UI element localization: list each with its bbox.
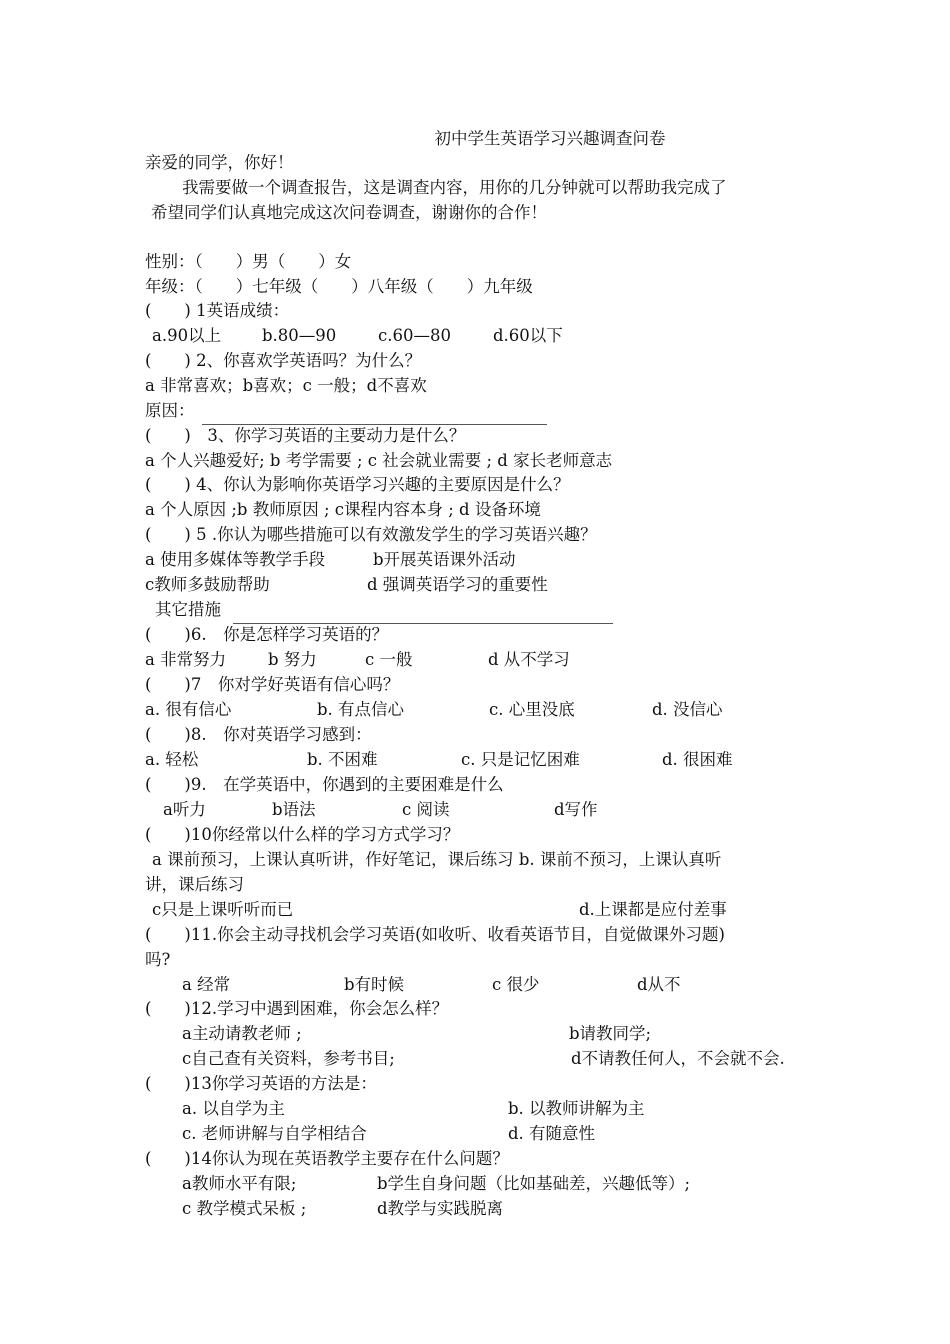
option-ab-line-2: 讲，课后练习	[145, 875, 244, 894]
intro-text-1: 我需要做一个调查报告，这是调查内容，用你的几分钟就可以帮助我完成了	[182, 178, 727, 197]
option-d: d从不	[637, 975, 681, 994]
question-4[interactable]	[145, 472, 825, 497]
question-12-options-cd	[145, 1046, 825, 1071]
question-2[interactable]	[145, 348, 825, 373]
question-stem[interactable]: ( )14你认为现在英语教学主要存在什么问题？	[145, 1149, 509, 1168]
question-stem[interactable]: ( )10你经常以什么样的学习方式学习？	[145, 825, 460, 844]
option-d: d不请教任何人，不会就不会.	[571, 1049, 785, 1068]
question-4-options	[145, 497, 825, 522]
intro-row-1	[145, 175, 825, 200]
option-b: b学生自身问题（比如基础差，兴趣低等）;	[377, 1174, 691, 1193]
option-a: a.90以上	[152, 326, 222, 345]
question-9[interactable]	[145, 772, 825, 797]
question-6-options	[145, 647, 825, 672]
question-5[interactable]	[145, 522, 825, 547]
greeting-row	[145, 150, 825, 175]
other-measures-label: 其它措施	[155, 600, 221, 619]
option-a: a. 以自学为主	[182, 1099, 285, 1118]
question-10-options-ab-cont	[145, 872, 825, 897]
question-8[interactable]	[145, 722, 825, 747]
option-d: d.60以下	[493, 326, 563, 345]
option-a: a 经常	[182, 975, 231, 994]
option-a: a教师水平有限;	[182, 1174, 297, 1193]
option-a: a. 很有信心	[145, 700, 232, 719]
question-10-options-cd	[145, 897, 825, 922]
option-c: c 很少	[492, 975, 540, 994]
option-b: b有时候	[344, 975, 405, 994]
question-stem[interactable]: ( )9. 在学英语中，你遇到的主要困难是什么	[145, 775, 504, 794]
option-list: a 个人兴趣爱好; b 考学需要 ; c 社会就业需要 ; d 家长老师意志	[145, 451, 613, 470]
question-11[interactable]	[145, 922, 825, 947]
question-stem[interactable]: ( ) 5 .你认为哪些措施可以有效激发学生的学习英语兴趣？	[145, 525, 597, 544]
option-b: b. 有点信心	[317, 700, 405, 719]
question-stem[interactable]: ( )8. 你对英语学习感到：	[145, 725, 372, 744]
question-10[interactable]	[145, 822, 825, 847]
question-stem[interactable]: ( )12.学习中遇到困难，你会怎么样？	[145, 999, 449, 1018]
question-5-options-ab	[145, 547, 825, 572]
option-a: a听力	[163, 800, 206, 819]
question-5-options-cd	[145, 572, 825, 597]
intro-text-2: 希望同学们认真地完成这次问卷调查，谢谢你的合作！	[151, 203, 547, 222]
question-stem[interactable]: ( )13你学习英语的方法是：	[145, 1074, 377, 1093]
question-11-options	[145, 972, 825, 997]
question-3-options	[145, 448, 825, 473]
option-b: b 努力	[268, 650, 317, 669]
option-b: b. 不困难	[307, 750, 378, 769]
question-7[interactable]	[145, 672, 825, 697]
option-list: a 非常喜欢；b喜欢；c 一般；d不喜欢	[145, 376, 427, 395]
question-5-other[interactable]	[145, 597, 825, 622]
option-d: d 从不学习	[488, 650, 570, 669]
option-c: c. 老师讲解与自学相结合	[182, 1124, 367, 1143]
question-stem-cont: 吗?	[145, 950, 171, 969]
grade-field[interactable]: 年级：（ ）七年级（ ）八年级（ ）九年级	[145, 277, 533, 296]
option-d: d. 有随意性	[508, 1124, 596, 1143]
option-b: b语法	[272, 800, 316, 819]
option-a: a. 轻松	[145, 750, 199, 769]
option-a: a 非常努力	[145, 650, 227, 669]
question-1[interactable]	[145, 298, 825, 323]
question-6[interactable]	[145, 622, 825, 647]
question-9-options	[145, 797, 825, 822]
page-title-row	[145, 126, 825, 151]
question-2-options	[145, 373, 825, 398]
option-c: c 阅读	[402, 800, 450, 819]
question-14[interactable]	[145, 1146, 825, 1171]
question-stem[interactable]: ( ) 2、你喜欢学英语吗？为什么？	[145, 351, 422, 370]
option-list: a 个人原因 ;b 教师原因 ; c课程内容本身 ; d 设备环境	[145, 500, 541, 519]
option-d: d. 没信心	[652, 700, 723, 719]
option-ab-line-1: a 课前预习，上课认真听讲，作好笔记，课后练习 b. 课前不预习，上课认真听	[152, 850, 722, 869]
option-d: d. 很困难	[662, 750, 733, 769]
option-c: c教师多鼓励帮助	[145, 575, 270, 594]
question-1-options	[145, 323, 825, 348]
question-stem[interactable]: ( ) 1英语成绩：	[145, 301, 290, 320]
question-stem[interactable]: ( )7 你对学好英语有信心吗？	[145, 675, 400, 694]
question-10-options-ab	[145, 847, 825, 872]
question-11-cont	[145, 947, 825, 972]
question-stem[interactable]: ( )6. 你是怎样学习英语的？	[145, 625, 389, 644]
option-c: c.60—80	[378, 326, 451, 345]
gender-field[interactable]: 性别：（ ）男（ ）女	[145, 252, 352, 271]
option-b: b开展英语课外活动	[373, 550, 516, 569]
option-a: a 使用多媒体等教学手段	[145, 550, 326, 569]
question-stem[interactable]: ( )11.你会主动寻找机会学习英语(如收听、收看英语节目，自觉做课外习题)	[145, 925, 725, 944]
page-title: 初中学生英语学习兴趣调查问卷	[434, 129, 666, 148]
question-14-options-cd	[145, 1196, 825, 1221]
reason-blank[interactable]	[202, 400, 547, 425]
option-b: b. 以教师讲解为主	[508, 1099, 645, 1118]
greeting: 亲爱的同学，你好！	[145, 153, 294, 172]
option-a: a主动请教老师 ;	[182, 1024, 302, 1043]
option-d: d写作	[554, 800, 598, 819]
question-13-options-cd	[145, 1121, 825, 1146]
question-7-options	[145, 697, 825, 722]
question-12-options-ab	[145, 1021, 825, 1046]
question-3[interactable]	[145, 423, 825, 448]
option-c: c 一般	[365, 650, 413, 669]
reason-label: 原因：	[145, 401, 195, 420]
question-2-reason[interactable]	[145, 398, 825, 423]
intro-row-2	[145, 200, 825, 225]
option-c: c. 心里没底	[489, 700, 575, 719]
question-12[interactable]	[145, 996, 825, 1021]
question-stem[interactable]: ( ) 3、你学习英语的主要动力是什么？	[145, 426, 466, 445]
question-14-options-ab	[145, 1171, 825, 1196]
question-13-options-ab	[145, 1096, 825, 1121]
option-d: d.上课都是应付差事	[579, 900, 727, 919]
option-c: c自己查有关资料，参考书目;	[182, 1049, 395, 1068]
option-c: c. 只是记忆困难	[461, 750, 580, 769]
option-d: d 强调英语学习的重要性	[367, 575, 548, 594]
grade-row[interactable]	[145, 274, 825, 299]
gender-row[interactable]	[145, 249, 825, 274]
other-measures-blank[interactable]	[233, 599, 613, 624]
option-c: c 教学模式呆板 ;	[182, 1199, 307, 1218]
question-stem[interactable]: ( ) 4、你认为影响你英语学习兴趣的主要原因是什么？	[145, 475, 570, 494]
option-d: d教学与实践脱离	[377, 1199, 504, 1218]
question-13[interactable]	[145, 1071, 825, 1096]
option-b: b请教同学;	[569, 1024, 652, 1043]
option-b: b.80—90	[262, 326, 337, 345]
question-8-options	[145, 747, 825, 772]
option-c: c只是上课听听而已	[152, 900, 294, 919]
